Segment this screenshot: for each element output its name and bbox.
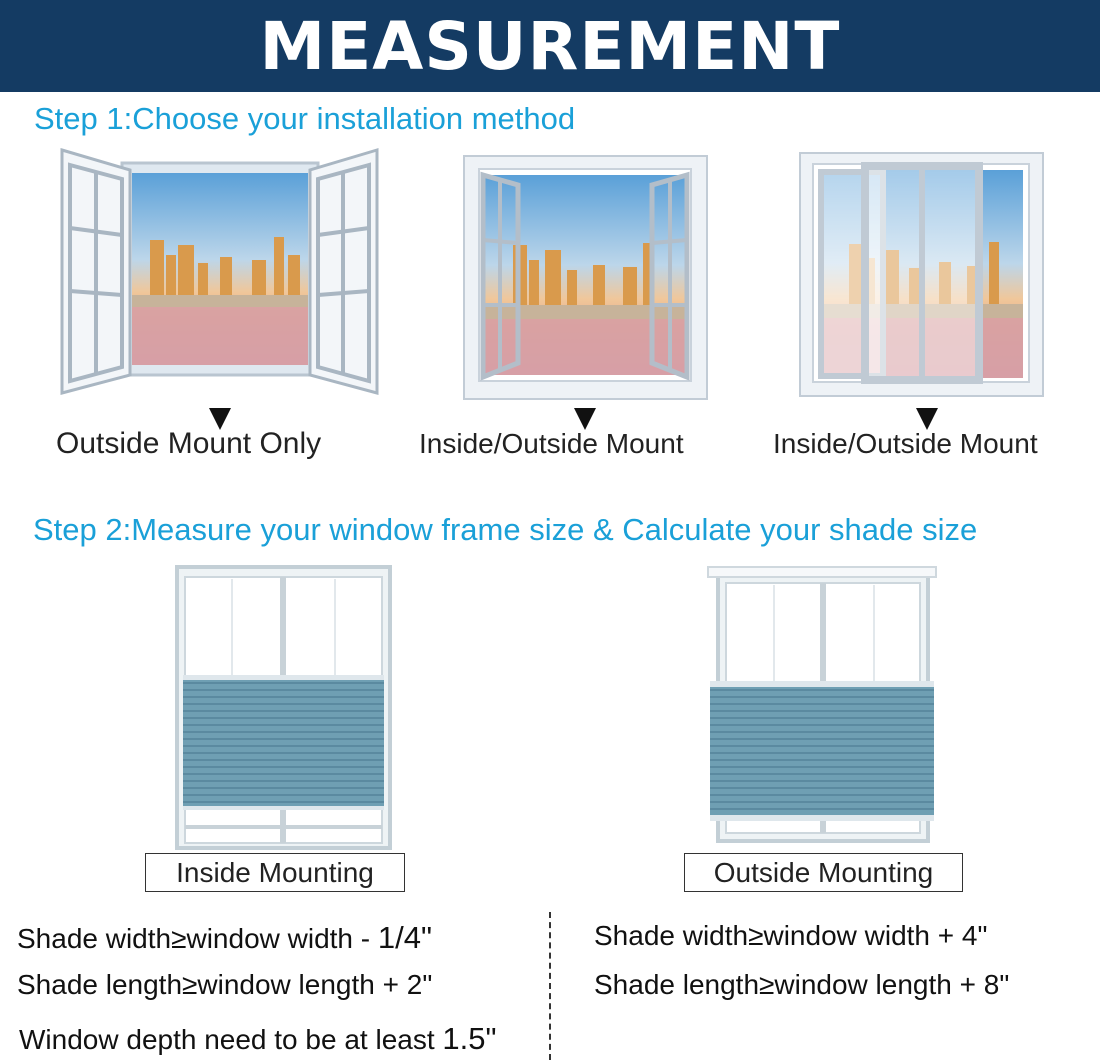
casement-window-image bbox=[52, 145, 387, 395]
outside-mounting-text: Outside Mounting bbox=[713, 856, 934, 888]
outside-width-formula: Shade width≥window width + 4" bbox=[594, 920, 988, 951]
inside-width-value: 1/4" bbox=[377, 920, 432, 955]
inside-width-formula bbox=[17, 920, 432, 956]
dashed-divider bbox=[549, 912, 551, 1060]
inside-mounting-label bbox=[145, 853, 405, 892]
inside-length-formula: Shade length≥window length + 2" bbox=[17, 969, 433, 1000]
mount-label-option1: Outside Mount Only bbox=[56, 427, 322, 460]
inside-width-text: Shade width≥window width - bbox=[17, 923, 378, 954]
arrow-down-icon bbox=[574, 408, 596, 430]
outside-mounting-label bbox=[684, 853, 963, 892]
mount-label-option3: Inside/Outside Mount bbox=[773, 428, 1038, 459]
sliding-window-image bbox=[799, 152, 1044, 397]
outside-mount-image bbox=[706, 565, 938, 843]
step2-heading: Step 2:Measure your window frame size & Calculate your shade size bbox=[33, 512, 978, 547]
outside-length-formula: Shade length≥window length + 8" bbox=[594, 969, 1010, 1000]
depth-formula bbox=[19, 1021, 497, 1057]
arrow-down-icon bbox=[916, 408, 938, 430]
depth-value: 1.5" bbox=[442, 1021, 497, 1056]
step1-heading: Step 1:Choose your installation method bbox=[34, 101, 576, 136]
mount-label-option2: Inside/Outside Mount bbox=[419, 428, 684, 459]
depth-text: Window depth need to be at least bbox=[19, 1024, 443, 1055]
inside-mounting-text: Inside Mounting bbox=[176, 856, 374, 888]
banner-title: MEASUREMENT bbox=[259, 7, 841, 85]
inside-mount-image bbox=[175, 565, 392, 850]
title-banner bbox=[0, 0, 1100, 92]
framed-window-image bbox=[463, 155, 708, 400]
